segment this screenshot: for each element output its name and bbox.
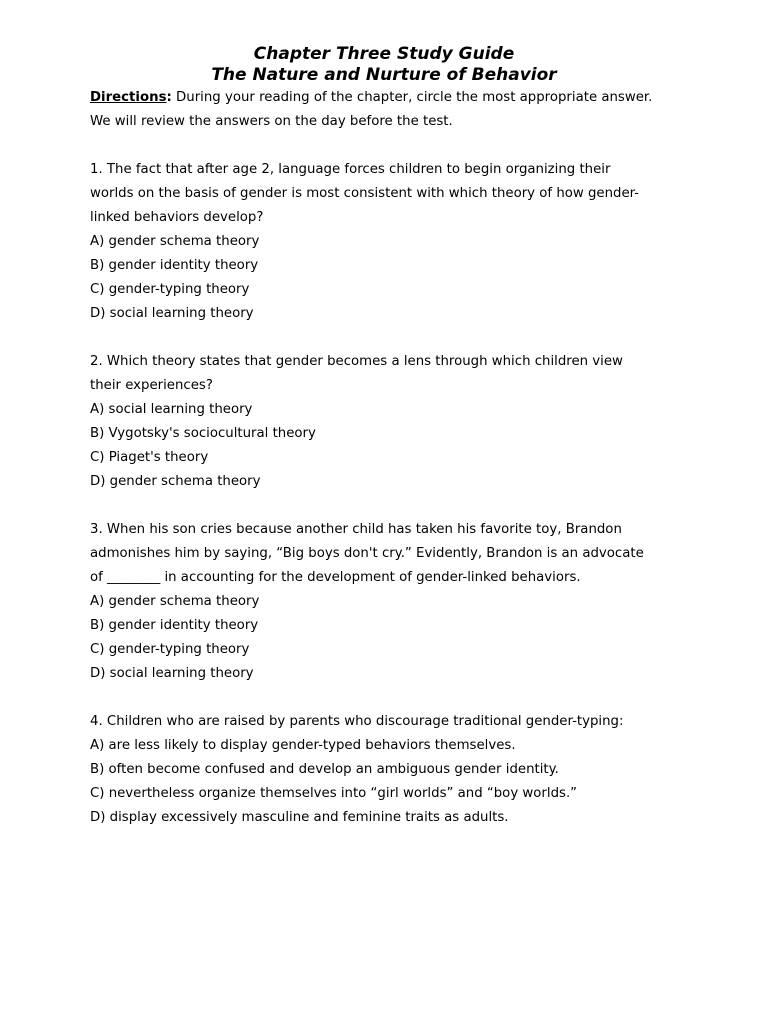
directions-line-2: We will review the answers on the day before the test. — [90, 114, 453, 129]
directions-line-1 — [90, 86, 690, 110]
page-title: Chapter Three Study Guide — [253, 44, 515, 64]
question-stem-line: 1. The fact that after age 2, language forces children to begin organizing their — [90, 162, 611, 177]
question-stem-line: of ________ in accounting for the development of gender-linked behaviors. — [90, 570, 581, 585]
answer-option-d: D) social learning theory — [90, 666, 254, 681]
question-stem-line: their experiences? — [90, 378, 213, 393]
study-guide-body — [90, 86, 690, 830]
question-3 — [90, 518, 690, 686]
page-subtitle: The Nature and Nurture of Behavior — [211, 65, 557, 85]
answer-option-a: A) gender schema theory — [90, 234, 260, 249]
answer-option-d: D) display excessively masculine and feminine traits as adults. — [90, 810, 509, 825]
answer-option-b: B) gender identity theory — [90, 258, 259, 273]
question-stem-line: 4. Children who are raised by parents who discourage traditional gender-typing: — [90, 714, 624, 729]
spacer — [90, 494, 690, 518]
answer-option-a: A) social learning theory — [90, 402, 253, 417]
answer-option-b: B) gender identity theory — [90, 618, 259, 633]
question-stem-line: 3. When his son cries because another child has taken his favorite toy, Brandon — [90, 522, 622, 537]
answer-option-c: C) nevertheless organize themselves into “girl worlds” and “boy worlds.” — [90, 786, 578, 801]
question-stem-line: worlds on the basis of gender is most consistent with which theory of how gender- — [90, 186, 640, 201]
answer-option-b: B) Vygotsky's sociocultural theory — [90, 426, 316, 441]
question-stem-line: 2. Which theory states that gender becomes a lens through which children view — [90, 354, 623, 369]
answer-option-d: D) gender schema theory — [90, 474, 261, 489]
question-stem-line: admonishes him by saying, “Big boys don't cry.” Evidently, Brandon is an advocate — [90, 546, 644, 561]
question-2 — [90, 350, 690, 494]
answer-option-c: C) gender-typing theory — [90, 642, 250, 657]
answer-option-b: B) often become confused and develop an ambiguous gender identity. — [90, 762, 559, 777]
question-stem-line: linked behaviors develop? — [90, 210, 264, 225]
answer-option-a: A) gender schema theory — [90, 594, 260, 609]
question-4 — [90, 710, 690, 830]
answer-option-a: A) are less likely to display gender-typed behaviors themselves. — [90, 738, 516, 753]
directions-text: During your reading of the chapter, circle the most appropriate answer. — [171, 90, 653, 105]
question-1 — [90, 158, 690, 326]
answer-option-d: D) social learning theory — [90, 306, 254, 321]
answer-option-c: C) Piaget's theory — [90, 450, 209, 465]
spacer — [90, 686, 690, 710]
answer-option-c: C) gender-typing theory — [90, 282, 250, 297]
spacer — [90, 326, 690, 350]
directions-label: Directions — [90, 90, 167, 105]
spacer — [90, 134, 690, 158]
directions-colon: : — [166, 90, 172, 105]
